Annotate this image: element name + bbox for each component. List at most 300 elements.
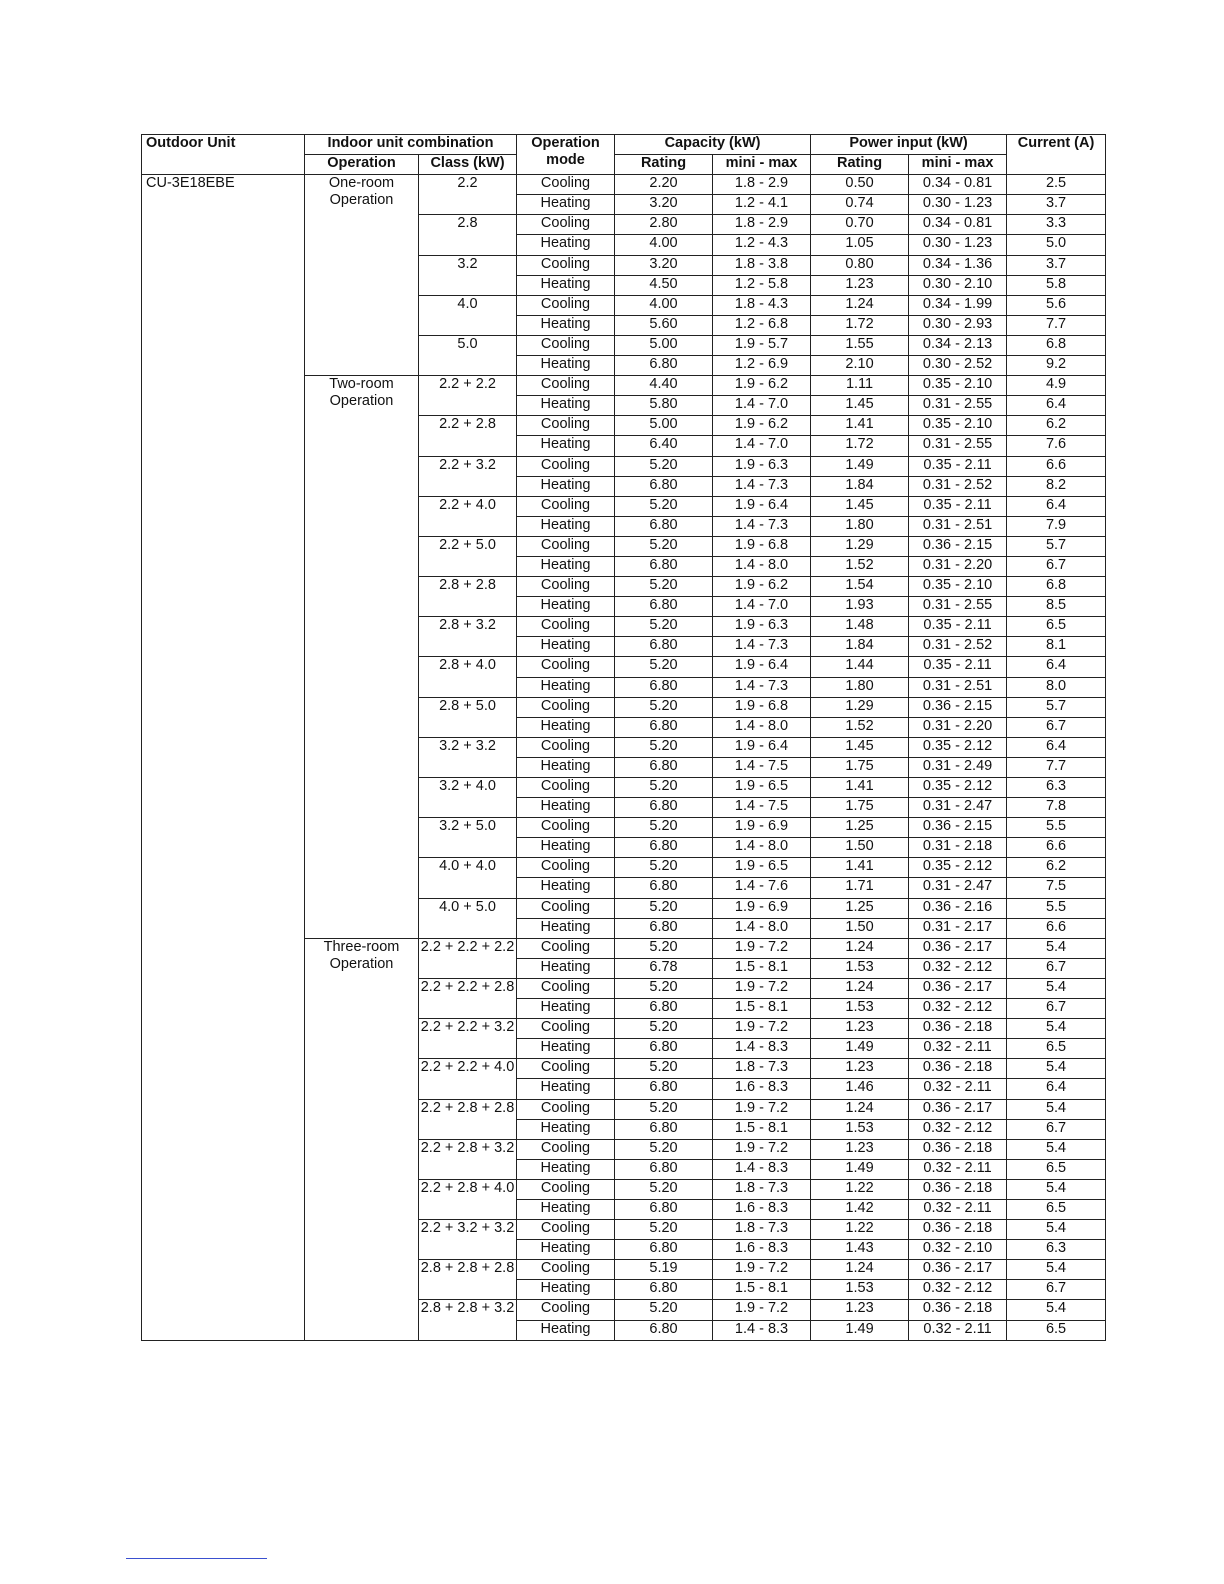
power-rating-cell: 1.24 [811,1099,909,1119]
class-cell: 2.8 [419,215,517,255]
mode-cell: Cooling [517,255,615,275]
capacity-range-cell: 1.9 - 7.2 [713,1019,811,1039]
power-rating-cell: 2.10 [811,356,909,376]
power-range-cell: 0.31 - 2.20 [909,556,1007,576]
footnote-separator [126,1558,267,1559]
power-rating-cell: 1.29 [811,536,909,556]
power-rating-cell: 1.49 [811,456,909,476]
capacity-range-cell: 1.8 - 7.3 [713,1179,811,1199]
power-range-cell: 0.35 - 2.11 [909,456,1007,476]
power-range-cell: 0.31 - 2.51 [909,677,1007,697]
power-range-cell: 0.30 - 2.93 [909,315,1007,335]
mode-cell: Heating [517,1039,615,1059]
mode-cell: Cooling [517,1179,615,1199]
mode-cell: Heating [517,556,615,576]
capacity-rating-cell: 6.80 [615,757,713,777]
power-range-cell: 0.35 - 2.12 [909,778,1007,798]
class-cell: 4.0 + 5.0 [419,898,517,938]
current-cell: 6.3 [1007,778,1106,798]
power-rating-cell: 0.74 [811,195,909,215]
capacity-rating-cell: 6.80 [615,516,713,536]
power-rating-cell: 1.55 [811,335,909,355]
current-cell: 7.7 [1007,315,1106,335]
current-cell: 6.4 [1007,1079,1106,1099]
class-cell: 2.2 + 2.2 + 4.0 [419,1059,517,1099]
current-cell: 6.3 [1007,1240,1106,1260]
current-cell: 5.5 [1007,818,1106,838]
class-cell: 3.2 [419,255,517,295]
power-range-cell: 0.32 - 2.12 [909,958,1007,978]
power-range-cell: 0.35 - 2.10 [909,376,1007,396]
capacity-range-cell: 1.5 - 8.1 [713,1119,811,1139]
capacity-rating-cell: 5.20 [615,456,713,476]
mode-cell: Cooling [517,737,615,757]
capacity-rating-cell: 5.20 [615,858,713,878]
capacity-range-cell: 1.4 - 7.3 [713,677,811,697]
capacity-rating-cell: 6.80 [615,1240,713,1260]
current-cell: 6.5 [1007,1039,1106,1059]
current-cell: 5.4 [1007,1220,1106,1240]
mode-cell: Heating [517,999,615,1019]
power-range-cell: 0.30 - 2.52 [909,356,1007,376]
capacity-range-cell: 1.9 - 7.2 [713,1260,811,1280]
mode-cell: Cooling [517,536,615,556]
power-rating-cell: 1.53 [811,1280,909,1300]
capacity-range-cell: 1.9 - 7.2 [713,978,811,998]
capacity-range-cell: 1.9 - 5.7 [713,335,811,355]
power-range-cell: 0.31 - 2.49 [909,757,1007,777]
power-range-cell: 0.36 - 2.15 [909,536,1007,556]
mode-cell: Heating [517,1280,615,1300]
power-rating-cell: 1.80 [811,516,909,536]
class-cell: 2.2 + 2.2 [419,376,517,416]
capacity-range-cell: 1.8 - 7.3 [713,1220,811,1240]
current-cell: 6.5 [1007,1159,1106,1179]
power-range-cell: 0.36 - 2.15 [909,818,1007,838]
class-cell: 2.2 + 3.2 + 3.2 [419,1220,517,1260]
power-range-cell: 0.31 - 2.55 [909,396,1007,416]
capacity-rating-cell: 4.00 [615,235,713,255]
mode-cell: Cooling [517,496,615,516]
spec-table [141,134,1106,1341]
capacity-rating-cell: 5.20 [615,1179,713,1199]
current-cell: 6.7 [1007,999,1106,1019]
current-cell: 5.4 [1007,938,1106,958]
capacity-range-cell: 1.2 - 6.8 [713,315,811,335]
current-cell: 6.2 [1007,416,1106,436]
power-rating-cell: 1.45 [811,737,909,757]
capacity-range-cell: 1.9 - 6.4 [713,657,811,677]
capacity-range-cell: 1.8 - 7.3 [713,1059,811,1079]
capacity-range-cell: 1.4 - 7.0 [713,396,811,416]
current-cell: 2.5 [1007,175,1106,195]
mode-cell: Heating [517,1320,615,1340]
capacity-rating-cell: 5.19 [615,1260,713,1280]
power-range-cell: 0.31 - 2.47 [909,878,1007,898]
class-cell: 2.8 + 2.8 + 3.2 [419,1300,517,1340]
current-cell: 5.4 [1007,1019,1106,1039]
capacity-rating-cell: 6.40 [615,436,713,456]
power-range-cell: 0.36 - 2.17 [909,1260,1007,1280]
table-header [142,135,1106,175]
operation-cell: Two-room Operation [305,376,419,939]
power-range-cell: 0.30 - 1.23 [909,235,1007,255]
current-cell: 6.8 [1007,577,1106,597]
capacity-rating-cell: 6.80 [615,1079,713,1099]
class-cell: 2.2 + 3.2 [419,456,517,496]
capacity-rating-cell: 5.20 [615,978,713,998]
capacity-range-cell: 1.4 - 7.3 [713,516,811,536]
power-rating-cell: 1.41 [811,416,909,436]
capacity-rating-cell: 5.20 [615,737,713,757]
power-rating-cell: 0.50 [811,175,909,195]
header-class: Class (kW) [419,155,517,175]
header-power-mini-max: mini - max [909,155,1007,175]
power-rating-cell: 1.50 [811,918,909,938]
class-cell: 4.0 [419,295,517,335]
power-range-cell: 0.36 - 2.18 [909,1220,1007,1240]
power-rating-cell: 1.53 [811,958,909,978]
power-range-cell: 0.34 - 0.81 [909,175,1007,195]
power-range-cell: 0.31 - 2.52 [909,476,1007,496]
current-cell: 6.2 [1007,858,1106,878]
power-rating-cell: 1.54 [811,577,909,597]
power-range-cell: 0.31 - 2.17 [909,918,1007,938]
capacity-range-cell: 1.6 - 8.3 [713,1079,811,1099]
capacity-range-cell: 1.9 - 6.8 [713,697,811,717]
current-cell: 5.4 [1007,1179,1106,1199]
mode-cell: Heating [517,838,615,858]
capacity-rating-cell: 6.80 [615,918,713,938]
capacity-range-cell: 1.4 - 8.0 [713,918,811,938]
mode-cell: Heating [517,516,615,536]
capacity-rating-cell: 6.78 [615,958,713,978]
mode-cell: Cooling [517,456,615,476]
capacity-rating-cell: 6.80 [615,1159,713,1179]
current-cell: 6.8 [1007,335,1106,355]
capacity-range-cell: 1.4 - 8.3 [713,1039,811,1059]
capacity-rating-cell: 5.20 [615,697,713,717]
capacity-rating-cell: 6.80 [615,798,713,818]
capacity-rating-cell: 2.20 [615,175,713,195]
header-capacity: Capacity (kW) [615,135,811,155]
header-row-1 [142,135,1106,155]
power-range-cell: 0.36 - 2.17 [909,938,1007,958]
class-cell: 5.0 [419,335,517,375]
current-cell: 8.1 [1007,637,1106,657]
current-cell: 6.5 [1007,617,1106,637]
current-cell: 6.7 [1007,717,1106,737]
current-cell: 3.7 [1007,195,1106,215]
power-rating-cell: 1.41 [811,858,909,878]
mode-cell: Cooling [517,1139,615,1159]
capacity-rating-cell: 6.80 [615,556,713,576]
power-rating-cell: 1.24 [811,1260,909,1280]
capacity-range-cell: 1.8 - 2.9 [713,215,811,235]
mode-cell: Cooling [517,1059,615,1079]
power-range-cell: 0.34 - 0.81 [909,215,1007,235]
power-rating-cell: 1.24 [811,295,909,315]
power-rating-cell: 1.11 [811,376,909,396]
power-range-cell: 0.31 - 2.20 [909,717,1007,737]
capacity-rating-cell: 3.20 [615,195,713,215]
current-cell: 6.7 [1007,958,1106,978]
capacity-rating-cell: 6.80 [615,717,713,737]
power-range-cell: 0.34 - 1.99 [909,295,1007,315]
capacity-range-cell: 1.9 - 6.9 [713,818,811,838]
capacity-range-cell: 1.9 - 6.4 [713,496,811,516]
power-rating-cell: 1.23 [811,1300,909,1320]
mode-cell: Cooling [517,295,615,315]
mode-cell: Heating [517,356,615,376]
power-range-cell: 0.36 - 2.18 [909,1300,1007,1320]
current-cell: 8.5 [1007,597,1106,617]
header-power-rating: Rating [811,155,909,175]
power-rating-cell: 1.75 [811,798,909,818]
capacity-range-cell: 1.9 - 6.2 [713,376,811,396]
power-range-cell: 0.30 - 2.10 [909,275,1007,295]
current-cell: 5.6 [1007,295,1106,315]
capacity-range-cell: 1.2 - 5.8 [713,275,811,295]
power-rating-cell: 1.46 [811,1079,909,1099]
capacity-range-cell: 1.9 - 7.2 [713,1099,811,1119]
power-range-cell: 0.30 - 1.23 [909,195,1007,215]
power-rating-cell: 1.22 [811,1220,909,1240]
power-rating-cell: 1.80 [811,677,909,697]
mode-cell: Cooling [517,215,615,235]
capacity-rating-cell: 6.80 [615,878,713,898]
table-row [142,175,1106,195]
outdoor-unit-cell: CU-3E18EBE [142,175,305,1340]
power-range-cell: 0.31 - 2.18 [909,838,1007,858]
power-range-cell: 0.36 - 2.18 [909,1059,1007,1079]
mode-cell: Heating [517,275,615,295]
power-range-cell: 0.36 - 2.17 [909,978,1007,998]
mode-cell: Heating [517,195,615,215]
capacity-rating-cell: 5.20 [615,778,713,798]
capacity-rating-cell: 5.20 [615,577,713,597]
header-capacity-rating: Rating [615,155,713,175]
current-cell: 6.5 [1007,1320,1106,1340]
current-cell: 6.4 [1007,657,1106,677]
power-rating-cell: 1.42 [811,1199,909,1219]
class-cell: 2.2 [419,175,517,215]
current-cell: 3.3 [1007,215,1106,235]
power-range-cell: 0.32 - 2.12 [909,1280,1007,1300]
mode-cell: Heating [517,315,615,335]
capacity-rating-cell: 5.20 [615,1220,713,1240]
power-rating-cell: 1.29 [811,697,909,717]
current-cell: 5.0 [1007,235,1106,255]
mode-cell: Cooling [517,697,615,717]
mode-cell: Cooling [517,335,615,355]
mode-cell: Cooling [517,978,615,998]
capacity-range-cell: 1.9 - 6.4 [713,737,811,757]
power-rating-cell: 1.23 [811,275,909,295]
power-range-cell: 0.31 - 2.55 [909,436,1007,456]
mode-cell: Heating [517,1159,615,1179]
capacity-rating-cell: 6.80 [615,597,713,617]
power-range-cell: 0.35 - 2.11 [909,496,1007,516]
power-rating-cell: 1.49 [811,1159,909,1179]
current-cell: 5.5 [1007,898,1106,918]
class-cell: 2.8 + 2.8 [419,577,517,617]
capacity-range-cell: 1.5 - 8.1 [713,1280,811,1300]
current-cell: 6.6 [1007,918,1106,938]
capacity-range-cell: 1.4 - 7.6 [713,878,811,898]
capacity-range-cell: 1.9 - 6.8 [713,536,811,556]
mode-cell: Cooling [517,1300,615,1320]
power-range-cell: 0.34 - 2.13 [909,335,1007,355]
power-range-cell: 0.32 - 2.12 [909,1119,1007,1139]
capacity-rating-cell: 5.20 [615,1300,713,1320]
operation-cell: One-room Operation [305,175,419,376]
power-rating-cell: 1.53 [811,1119,909,1139]
mode-cell: Heating [517,918,615,938]
class-cell: 2.2 + 2.8 [419,416,517,456]
current-cell: 4.9 [1007,376,1106,396]
capacity-rating-cell: 5.20 [615,496,713,516]
capacity-range-cell: 1.2 - 4.1 [713,195,811,215]
capacity-range-cell: 1.9 - 6.2 [713,577,811,597]
mode-cell: Cooling [517,858,615,878]
capacity-range-cell: 1.9 - 7.2 [713,1300,811,1320]
capacity-range-cell: 1.9 - 6.3 [713,617,811,637]
capacity-range-cell: 1.9 - 6.2 [713,416,811,436]
capacity-rating-cell: 6.80 [615,677,713,697]
current-cell: 7.8 [1007,798,1106,818]
power-rating-cell: 1.50 [811,838,909,858]
capacity-range-cell: 1.9 - 6.3 [713,456,811,476]
capacity-rating-cell: 6.80 [615,1320,713,1340]
mode-cell: Cooling [517,1220,615,1240]
current-cell: 5.4 [1007,1139,1106,1159]
power-rating-cell: 1.25 [811,898,909,918]
power-range-cell: 0.32 - 2.11 [909,1199,1007,1219]
mode-cell: Heating [517,597,615,617]
mode-cell: Cooling [517,416,615,436]
current-cell: 6.5 [1007,1199,1106,1219]
capacity-range-cell: 1.9 - 6.5 [713,858,811,878]
capacity-rating-cell: 5.20 [615,818,713,838]
power-rating-cell: 1.43 [811,1240,909,1260]
power-range-cell: 0.35 - 2.10 [909,577,1007,597]
power-range-cell: 0.35 - 2.11 [909,617,1007,637]
capacity-rating-cell: 5.00 [615,335,713,355]
class-cell: 2.2 + 2.8 + 4.0 [419,1179,517,1219]
class-cell: 3.2 + 3.2 [419,737,517,777]
power-rating-cell: 1.23 [811,1139,909,1159]
power-range-cell: 0.31 - 2.52 [909,637,1007,657]
mode-cell: Cooling [517,657,615,677]
mode-cell: Heating [517,1240,615,1260]
capacity-rating-cell: 6.80 [615,1119,713,1139]
header-outdoor-unit: Outdoor Unit [142,135,305,175]
capacity-rating-cell: 5.20 [615,1019,713,1039]
capacity-range-cell: 1.4 - 7.5 [713,757,811,777]
current-cell: 7.9 [1007,516,1106,536]
power-rating-cell: 1.41 [811,778,909,798]
power-range-cell: 0.32 - 2.12 [909,999,1007,1019]
capacity-rating-cell: 5.20 [615,1099,713,1119]
capacity-rating-cell: 5.20 [615,617,713,637]
current-cell: 5.4 [1007,1300,1106,1320]
power-rating-cell: 1.84 [811,637,909,657]
mode-cell: Heating [517,235,615,255]
current-cell: 9.2 [1007,356,1106,376]
power-range-cell: 0.32 - 2.11 [909,1159,1007,1179]
class-cell: 2.8 + 3.2 [419,617,517,657]
current-cell: 5.4 [1007,1260,1106,1280]
table-body [142,175,1106,1340]
capacity-rating-cell: 5.20 [615,1059,713,1079]
mode-cell: Heating [517,436,615,456]
power-rating-cell: 0.80 [811,255,909,275]
power-rating-cell: 0.70 [811,215,909,235]
power-range-cell: 0.36 - 2.17 [909,1099,1007,1119]
capacity-rating-cell: 5.20 [615,536,713,556]
capacity-range-cell: 1.4 - 7.0 [713,597,811,617]
capacity-range-cell: 1.8 - 3.8 [713,255,811,275]
class-cell: 2.2 + 4.0 [419,496,517,536]
capacity-rating-cell: 6.80 [615,1199,713,1219]
capacity-range-cell: 1.4 - 8.3 [713,1320,811,1340]
current-cell: 8.2 [1007,476,1106,496]
capacity-rating-cell: 5.20 [615,657,713,677]
power-rating-cell: 1.44 [811,657,909,677]
header-current: Current (A) [1007,135,1106,175]
current-cell: 3.7 [1007,255,1106,275]
class-cell: 2.8 + 5.0 [419,697,517,737]
power-range-cell: 0.36 - 2.15 [909,697,1007,717]
power-range-cell: 0.36 - 2.18 [909,1019,1007,1039]
mode-cell: Heating [517,757,615,777]
current-cell: 5.4 [1007,1059,1106,1079]
class-cell: 2.8 + 2.8 + 2.8 [419,1260,517,1300]
capacity-rating-cell: 4.40 [615,376,713,396]
power-range-cell: 0.32 - 2.11 [909,1320,1007,1340]
power-range-cell: 0.34 - 1.36 [909,255,1007,275]
power-rating-cell: 1.52 [811,556,909,576]
capacity-range-cell: 1.5 - 8.1 [713,999,811,1019]
power-range-cell: 0.36 - 2.18 [909,1179,1007,1199]
mode-cell: Cooling [517,1019,615,1039]
capacity-rating-cell: 6.80 [615,356,713,376]
capacity-rating-cell: 5.20 [615,1139,713,1159]
power-range-cell: 0.32 - 2.11 [909,1079,1007,1099]
class-cell: 2.2 + 2.2 + 2.2 [419,938,517,978]
capacity-range-cell: 1.5 - 8.1 [713,958,811,978]
capacity-rating-cell: 6.80 [615,1280,713,1300]
current-cell: 6.7 [1007,1119,1106,1139]
power-rating-cell: 1.72 [811,436,909,456]
class-cell: 3.2 + 5.0 [419,818,517,858]
capacity-rating-cell: 6.80 [615,999,713,1019]
power-range-cell: 0.31 - 2.47 [909,798,1007,818]
mode-cell: Cooling [517,818,615,838]
capacity-rating-cell: 6.80 [615,637,713,657]
capacity-range-cell: 1.8 - 2.9 [713,175,811,195]
capacity-rating-cell: 6.80 [615,476,713,496]
power-rating-cell: 1.72 [811,315,909,335]
mode-cell: Cooling [517,617,615,637]
power-rating-cell: 1.52 [811,717,909,737]
mode-cell: Heating [517,958,615,978]
power-rating-cell: 1.45 [811,496,909,516]
operation-cell: Three-room Operation [305,938,419,1340]
capacity-rating-cell: 6.80 [615,1039,713,1059]
current-cell: 8.0 [1007,677,1106,697]
